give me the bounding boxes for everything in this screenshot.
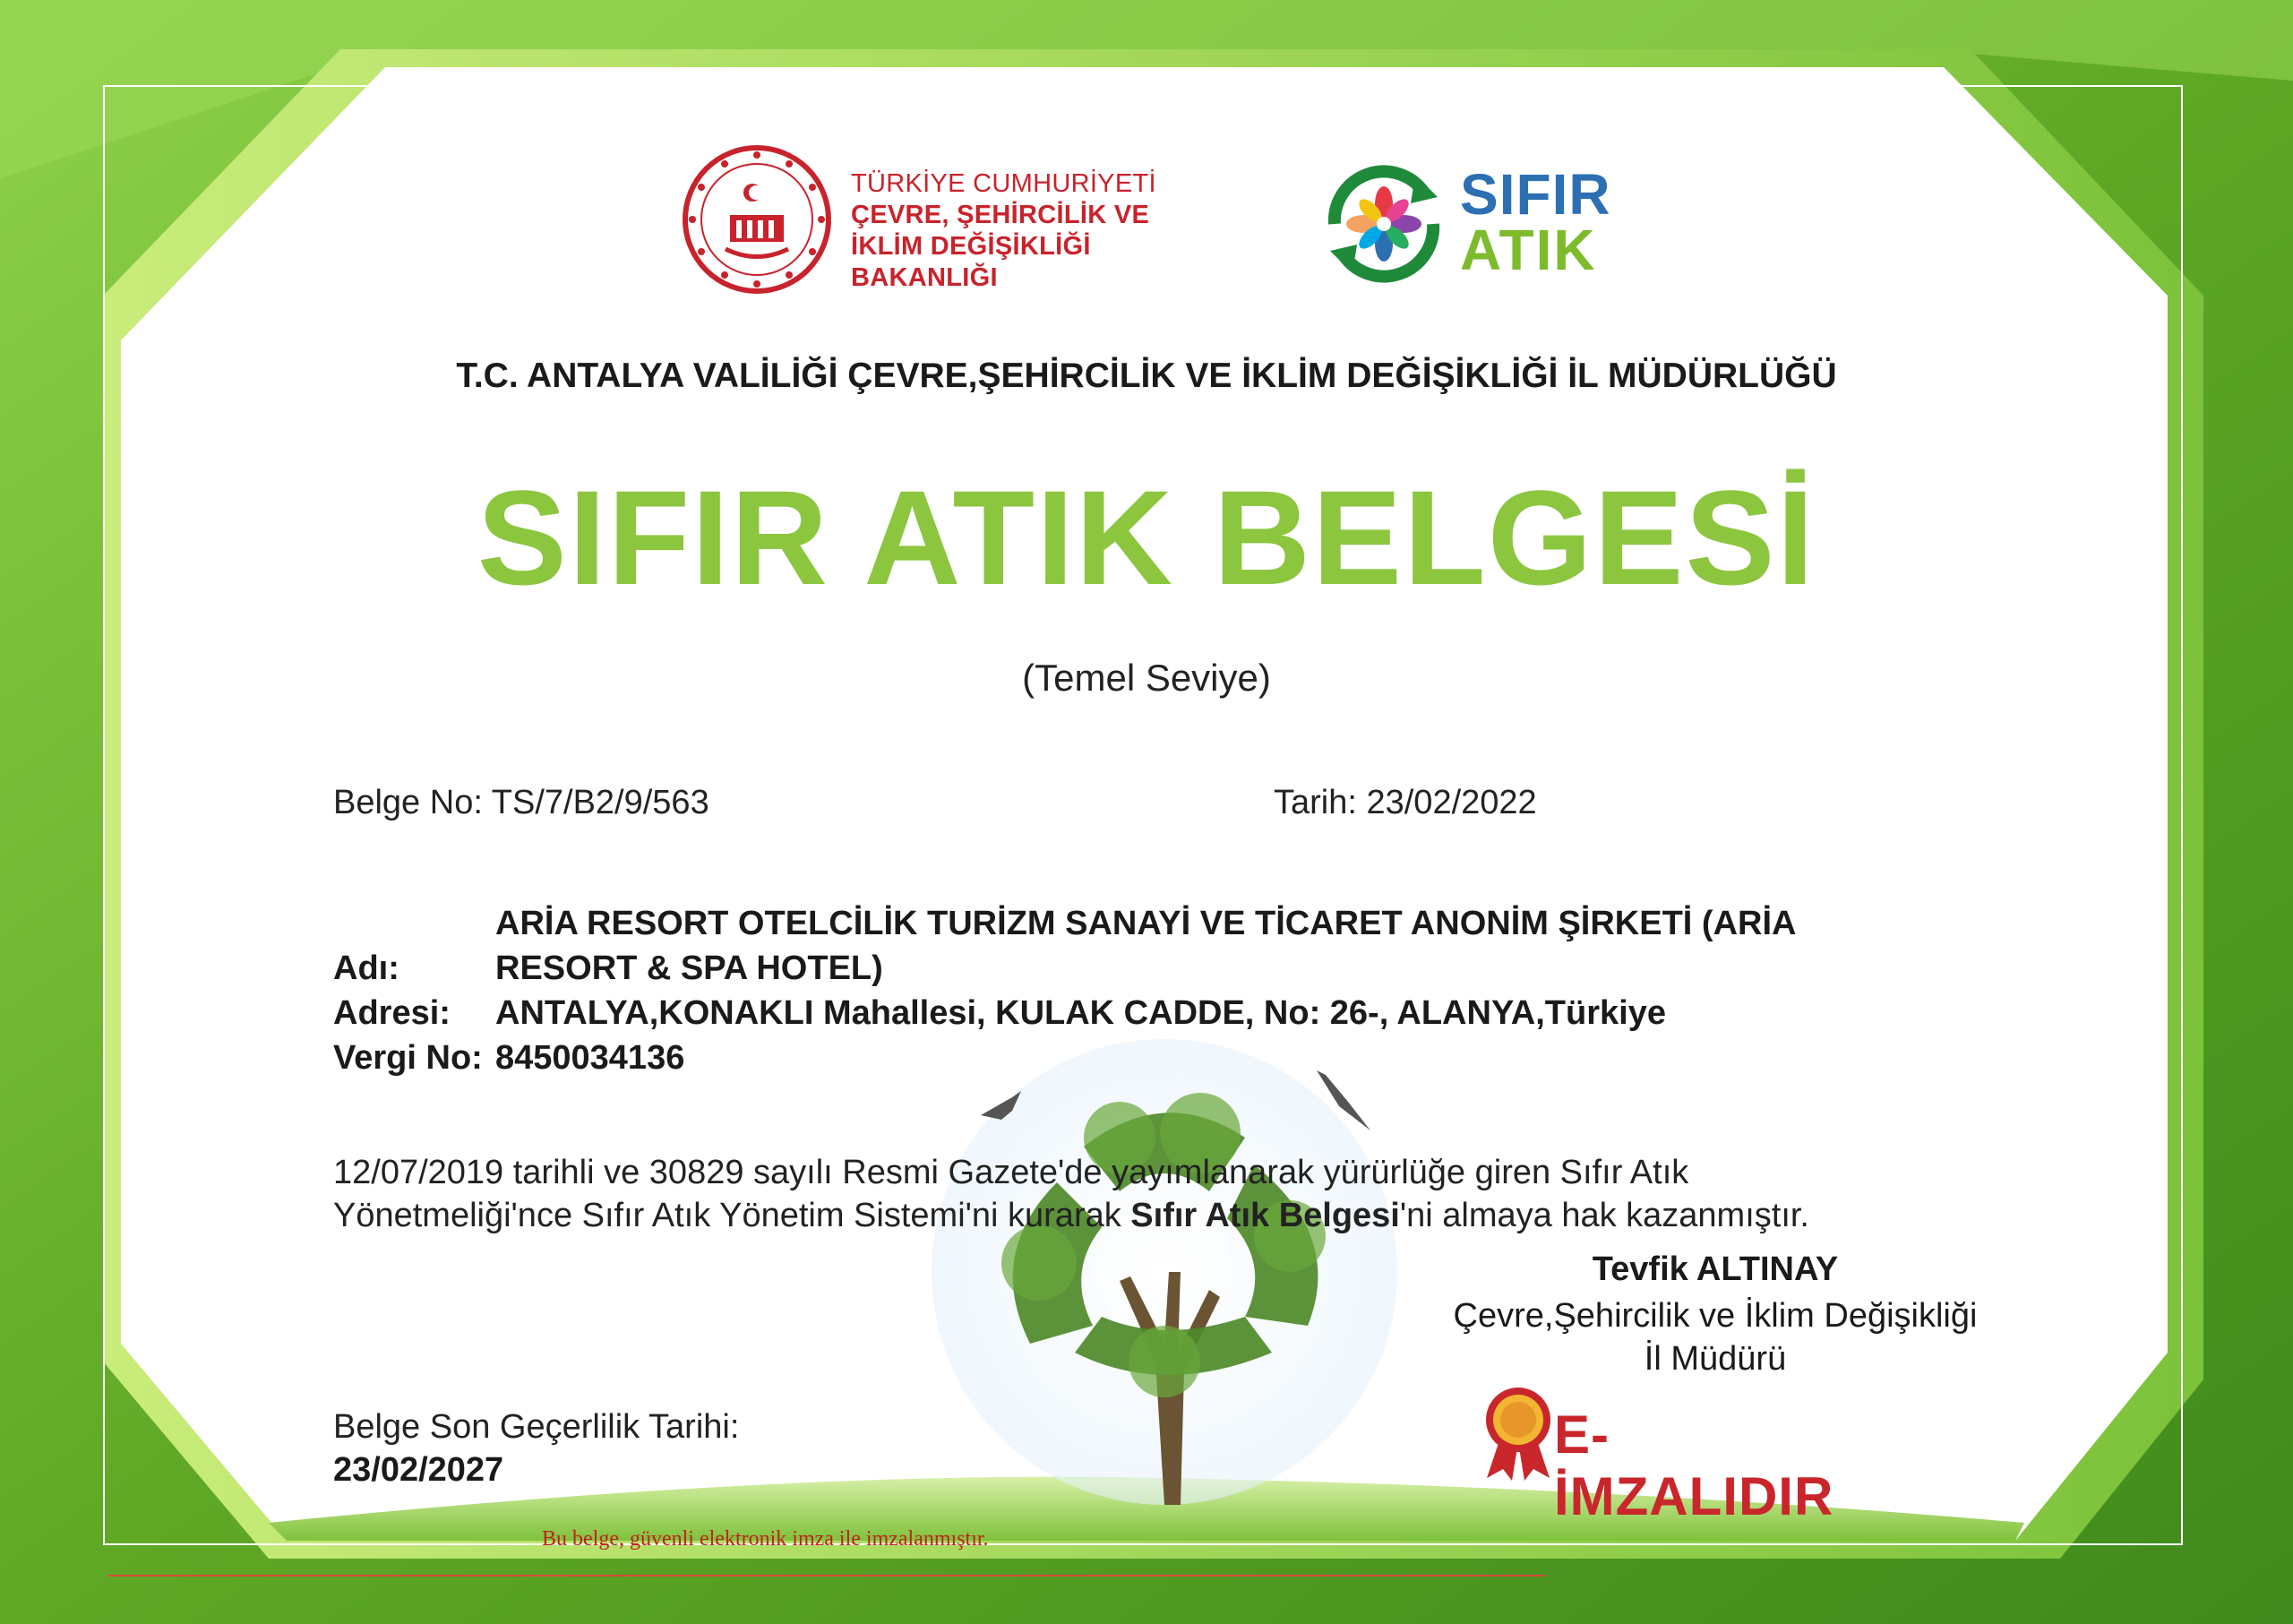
footer-rule [107, 1575, 1545, 1577]
rosette-badge-icon [1478, 1384, 1559, 1482]
logo-word-atik: ATIK [1460, 218, 1597, 282]
statement-line2 [333, 1194, 1945, 1237]
holder-name-line2: RESORT & SPA HOTEL) [495, 949, 883, 987]
certificate-level: (Temel Seviye) [1022, 657, 1271, 699]
statement-line2-pre: Yönetmeliği'nce Sıfır Atık Yönetim Sistemi'ni kurarak [333, 1197, 1131, 1234]
holder-tax-label: Vergi No: [333, 1039, 483, 1077]
holder-name-line1: ARİA RESORT OTELCİLİK TURİZM SANAYİ VE TİCARET ANONİM ŞİRKETİ (ARİA [495, 905, 1797, 942]
certificate-title: SIFIR ATIK BELGESİ [477, 462, 1816, 613]
document-date-label: Tarih: [1274, 784, 1357, 821]
statement-line1: 12/07/2019 tarihli ve 30829 sayılı Resmi Gazete'de yayımlanarak yürürlüğe giren Sıfır Atık [333, 1154, 1689, 1191]
e-signature-note: Bu belge, güvenli elektronik imza ile imzalanmıştır. [542, 1527, 989, 1551]
signatory-title-line1: Çevre,Şehircilik ve İklim Değişikliği [1453, 1297, 1978, 1335]
validity-date: 23/02/2027 [333, 1451, 504, 1489]
ministry-name-line2: ÇEVRE, ŞEHİRCİLİK VE [851, 201, 1150, 229]
holder-address-label: Adresi: [333, 994, 451, 1032]
signatory-title-line2: İl Müdürü [1644, 1340, 1787, 1378]
recycle-flower-icon [1317, 157, 1451, 291]
e-signature-stamp [1478, 1384, 1881, 1526]
ministry-name-line1: TÜRKİYE CUMHURİYETİ [851, 169, 1156, 198]
statement-line2-post: 'ni almaya hak kazanmıştır. [1399, 1197, 1809, 1234]
document-number-label: Belge No: [333, 784, 483, 821]
signatory-title [1335, 1294, 2096, 1380]
directorate-heading: T.C. ANTALYA VALİLİĞİ ÇEVRE,ŞEHİRCİLİK VE İKLİM DEĞİŞİKLİĞİ İL MÜDÜRLÜĞÜ [456, 357, 1837, 395]
holder-name-label: Adı: [333, 949, 399, 987]
ministry-emblem-icon [681, 143, 833, 296]
document-number [333, 784, 709, 822]
holder-address-value: ANTALYA,KONAKLI Mahallesi, KULAK CADDE, No: 26-, ALANYA,Türkiye [495, 994, 1666, 1032]
document-date-value: 23/02/2022 [1366, 784, 1537, 821]
statement-text [333, 1151, 1945, 1237]
e-signature-label: E-İMZALIDIR [1554, 1405, 1834, 1526]
holder-tax-value: 8450034136 [495, 1039, 685, 1077]
document-date [1274, 784, 1537, 822]
signatory-name: Tevfik ALTINAY [1592, 1250, 1839, 1288]
validity-label: Belge Son Geçerlilik Tarihi: [333, 1408, 740, 1446]
document-number-value: TS/7/B2/9/563 [491, 784, 709, 821]
ministry-name-line3: İKLİM DEĞİŞİKLİĞİ BAKANLIĞI [851, 232, 1091, 292]
sifir-atik-logo [1317, 157, 1621, 291]
statement-line2-bold: Sıfır Atık Belgesi [1130, 1197, 1400, 1234]
ministry-logo [681, 143, 1236, 305]
logo-word-sifir: SIFIR [1460, 162, 1611, 227]
